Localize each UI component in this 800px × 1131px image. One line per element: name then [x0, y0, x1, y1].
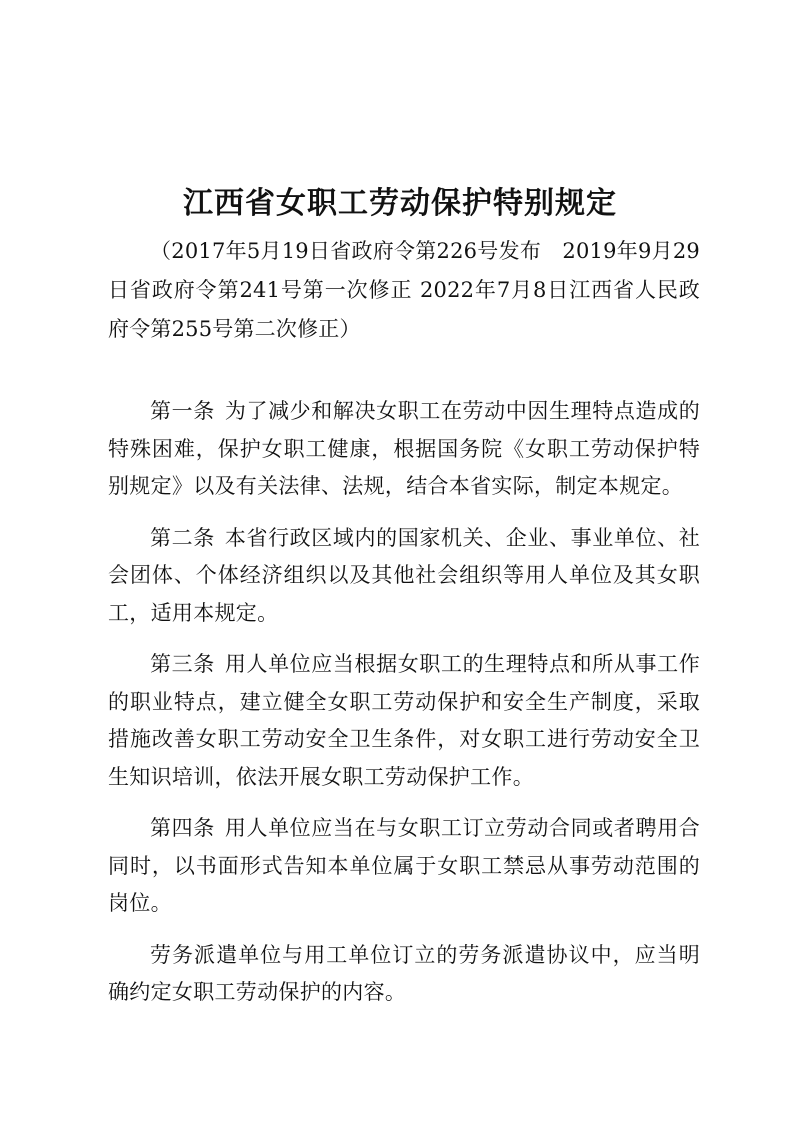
- document-title: 江西省女职工劳动保护特别规定: [183, 186, 617, 221]
- article-4-label: 第四条: [150, 816, 215, 840]
- article-3-label: 第三条: [150, 652, 215, 676]
- article-1-text: 为了减少和解决女职工在劳动中因生理特点造成的特殊困难，保护女职工健康，根据国务院《女职工劳动保护特别规定》以及有关法律、法规，结合本省实际，制定本规定。: [108, 399, 700, 498]
- article-2-label: 第二条: [150, 525, 215, 550]
- document-subtitle: （2017年5月19日省政府令第226号发布 2019年9月29日省政府令第241号第一次修正 2022年7月8日江西省人民政府令第255号第二次修正）: [108, 239, 700, 341]
- article-4-text: 用人单位应当在与女职工订立劳动合同或者聘用合同时，以书面形式告知本单位属于女职工禁忌从事劳动范围的岗位。: [108, 816, 700, 915]
- article-1: [108, 393, 700, 506]
- document-body: [108, 393, 700, 1026]
- article-3: [108, 646, 700, 796]
- article-2: [108, 520, 700, 633]
- article-3-text: 用人单位应当根据女职工的生理特点和所从事工作的职业特点，建立健全女职工劳动保护和安全生产制度，采取措施改善女职工劳动安全卫生条件，对女职工进行劳动安全卫生知识培训，依法开展女职工劳动保护工作。: [108, 652, 700, 789]
- article-4-paragraph-2: 劳务派遣单位与用工单位订立的劳务派遣协议中，应当明确约定女职工劳动保护的内容。: [108, 942, 700, 1004]
- article-1-label: 第一条: [150, 399, 215, 423]
- article-2-text: 本省行政区域内的国家机关、企业、事业单位、社会团体、个体经济组织以及其他社会组织等用人单位及其女职工，适用本规定。: [108, 525, 700, 625]
- article-4: [108, 810, 700, 923]
